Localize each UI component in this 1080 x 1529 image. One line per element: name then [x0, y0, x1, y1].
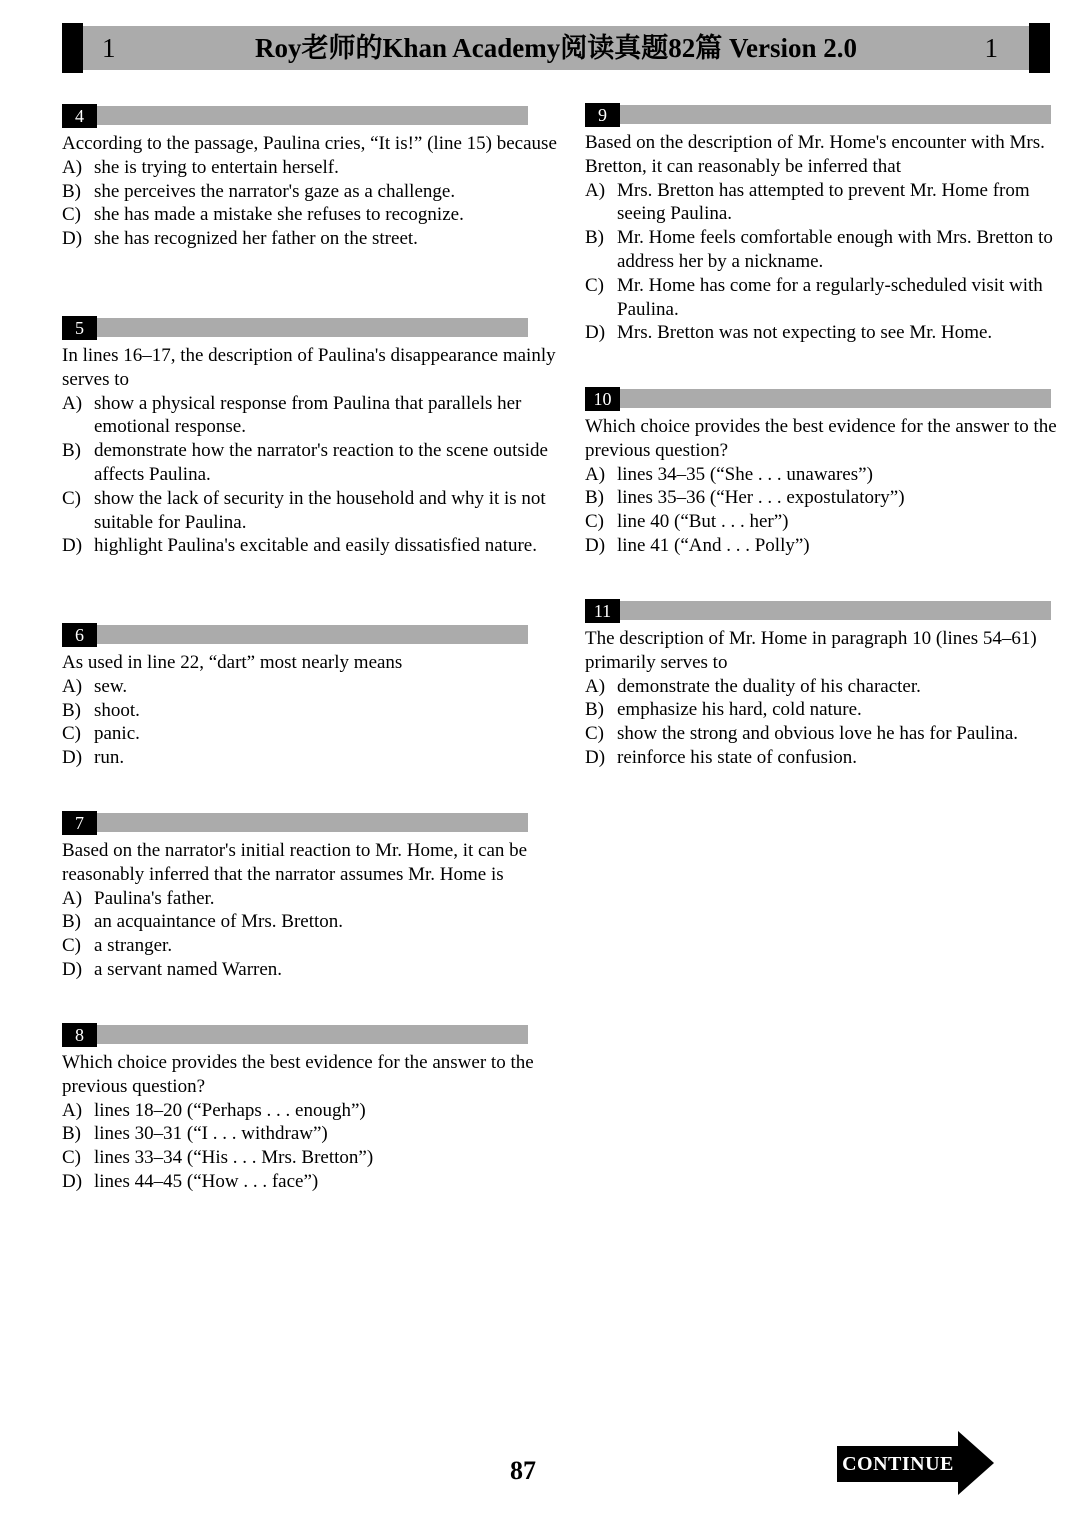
question-11: [585, 599, 1077, 770]
question-10-option-c: [585, 510, 1077, 534]
question-9-option-a: [585, 179, 1077, 227]
question-10-bar-track: [620, 389, 1051, 408]
option-text: a servant named Warren.: [94, 958, 283, 980]
page-header-bar: [62, 26, 1050, 70]
option-text: line 40 (“But . . . her”): [617, 511, 789, 533]
question-4-option-a: [62, 156, 558, 180]
option-letter: B): [585, 699, 604, 721]
question-5-number: 5: [62, 316, 97, 340]
question-8-option-c: [62, 1146, 558, 1170]
question-8-bar: [62, 1023, 528, 1047]
option-text: Mr. Home feels comfortable enough with Mrs. Bretton to address her by a nickname.: [617, 227, 1053, 272]
question-4: [62, 104, 558, 251]
option-text: shoot.: [94, 699, 140, 721]
option-text: lines 30–31 (“I . . . withdraw”): [94, 1123, 328, 1145]
question-5: [62, 316, 558, 558]
option-letter: B): [62, 180, 81, 202]
question-5-option-a: [62, 392, 558, 440]
question-4-bar: [62, 104, 528, 128]
option-letter: A): [585, 463, 606, 485]
option-letter: C): [62, 1147, 81, 1169]
question-10-option-d: [585, 534, 1077, 558]
question-11-option-d: [585, 746, 1077, 770]
option-letter: C): [62, 935, 81, 957]
question-4-bar-track: [97, 106, 528, 125]
question-9-number: 9: [585, 103, 620, 127]
question-6-option-c: [62, 722, 558, 746]
question-5-bar-track: [97, 318, 528, 337]
option-text: she has made a mistake she refuses to recognize.: [94, 204, 464, 226]
option-letter: D): [62, 958, 83, 980]
question-10-option-b: [585, 486, 1077, 510]
section-number-right: 1: [984, 33, 998, 63]
question-10-option-a: [585, 463, 1077, 487]
option-text: run.: [94, 747, 125, 769]
option-text: panic.: [94, 723, 140, 745]
option-text: an acquaintance of Mrs. Bretton.: [94, 911, 344, 933]
question-7-bar-track: [97, 813, 528, 832]
option-text: emphasize his hard, cold nature.: [617, 699, 862, 721]
question-8-option-b: [62, 1122, 558, 1146]
option-letter: D): [585, 534, 606, 556]
continue-arrow: [837, 1431, 995, 1495]
question-8-bar-track: [97, 1025, 528, 1044]
question-8-stem: Which choice provides the best evidence for the answer to the previous question?: [62, 1052, 534, 1097]
question-9-option-c: [585, 274, 1077, 322]
option-letter: A): [62, 156, 83, 178]
question-9-bar: [585, 103, 1051, 127]
question-10-bar: [585, 387, 1051, 411]
question-9-stem: Based on the description of Mr. Home's encounter with Mrs. Bretton, it can reasonably be inferred that: [585, 132, 1045, 177]
option-letter: D): [585, 322, 606, 344]
question-9-bar-track: [620, 105, 1051, 124]
question-5-option-d: [62, 534, 558, 558]
question-8-option-a: [62, 1099, 558, 1123]
option-text: she perceives the narrator's gaze as a challenge.: [94, 180, 456, 202]
option-text: demonstrate the duality of his character.: [617, 675, 921, 697]
question-5-option-c: [62, 487, 558, 535]
option-letter: C): [62, 487, 81, 509]
question-9-option-d: [585, 321, 1077, 345]
option-text: highlight Paulina's excitable and easily dissatisfied nature.: [94, 535, 537, 557]
option-text: line 41 (“And . . . Polly”): [617, 534, 810, 556]
question-8: [62, 1023, 558, 1194]
question-5-stem: In lines 16–17, the description of Paulina's disappearance mainly serves to: [62, 345, 556, 390]
question-7-option-b: [62, 910, 558, 934]
arrow-right-icon: [958, 1431, 994, 1495]
section-number-left: 1: [102, 33, 116, 63]
option-letter: B): [62, 699, 81, 721]
question-8-option-d: [62, 1170, 558, 1194]
option-text: lines 44–45 (“How . . . face”): [94, 1170, 319, 1192]
option-letter: A): [585, 179, 606, 201]
question-11-bar: [585, 599, 1051, 623]
question-7-option-a: [62, 887, 558, 911]
question-11-option-b: [585, 698, 1077, 722]
question-4-option-d: [62, 227, 558, 251]
question-7-option-d: [62, 958, 558, 982]
option-letter: C): [585, 274, 604, 296]
option-letter: D): [62, 535, 83, 557]
option-letter: A): [585, 675, 606, 697]
option-text: show a physical response from Paulina that parallels her emotional response.: [94, 392, 522, 438]
option-letter: C): [62, 723, 81, 745]
option-text: lines 35–36 (“Her . . . expostulatory”): [617, 487, 905, 509]
option-text: she is trying to entertain herself.: [94, 156, 339, 178]
question-4-option-c: [62, 203, 558, 227]
question-4-stem: According to the passage, Paulina cries, “It is!” (line 15) because: [62, 133, 557, 154]
question-10-number: 10: [585, 387, 620, 411]
option-text: lines 33–34 (“His . . . Mrs. Bretton”): [94, 1147, 374, 1169]
option-letter: B): [585, 487, 604, 509]
question-8-number: 8: [62, 1023, 97, 1047]
question-10: [585, 387, 1077, 558]
option-letter: B): [585, 227, 604, 249]
option-letter: A): [62, 1099, 83, 1121]
question-11-option-a: [585, 675, 1077, 699]
question-6-number: 6: [62, 623, 97, 647]
question-6-stem: As used in line 22, “dart” most nearly means: [62, 652, 403, 673]
option-text: reinforce his state of confusion.: [617, 746, 858, 768]
question-7: [62, 811, 558, 982]
option-text: a stranger.: [94, 935, 173, 957]
page-title: Roy老师的Khan Academy阅读真题82篇 Version 2.0: [254, 33, 858, 63]
question-11-number: 11: [585, 599, 620, 623]
option-letter: B): [62, 911, 81, 933]
option-letter: A): [62, 675, 83, 697]
option-letter: C): [585, 511, 604, 533]
option-text: lines 34–35 (“She . . . unawares”): [617, 463, 873, 485]
option-text: show the lack of security in the household and why it is not suitable for Paulina.: [94, 487, 546, 533]
question-7-stem: Based on the narrator's initial reaction to Mr. Home, it can be reasonably inferred that the narrator assumes Mr. Home is: [62, 840, 528, 885]
option-text: Mrs. Bretton was not expecting to see Mr. Home.: [617, 322, 993, 344]
option-text: Paulina's father.: [94, 887, 215, 909]
question-6-bar-track: [97, 625, 528, 644]
question-9-option-b: [585, 226, 1077, 274]
option-letter: D): [62, 228, 83, 250]
page-number: 87: [510, 1456, 536, 1485]
question-7-number: 7: [62, 811, 97, 835]
question-5-option-b: [62, 439, 558, 487]
option-letter: C): [585, 723, 604, 745]
option-text: lines 18–20 (“Perhaps . . . enough”): [94, 1099, 366, 1121]
option-letter: A): [62, 887, 83, 909]
question-4-number: 4: [62, 104, 97, 128]
question-11-bar-track: [620, 601, 1051, 620]
option-letter: D): [585, 746, 606, 768]
question-11-option-c: [585, 722, 1077, 746]
question-4-option-b: [62, 180, 558, 204]
question-9: [585, 103, 1077, 345]
option-letter: D): [62, 747, 83, 769]
continue-label: CONTINUE: [837, 1446, 959, 1482]
question-6-option-d: [62, 746, 558, 770]
option-text: Mr. Home has come for a regularly-scheduled visit with Paulina.: [617, 274, 1043, 320]
option-text: demonstrate how the narrator's reaction to the scene outside affects Paulina.: [94, 440, 548, 485]
question-10-stem: Which choice provides the best evidence for the answer to the previous question?: [585, 416, 1057, 461]
question-6: [62, 623, 558, 770]
question-6-bar: [62, 623, 528, 647]
option-letter: A): [62, 392, 83, 414]
question-6-option-b: [62, 699, 558, 723]
question-7-option-c: [62, 934, 558, 958]
option-text: Mrs. Bretton has attempted to prevent Mr. Home from seeing Paulina.: [617, 179, 1030, 225]
question-7-bar: [62, 811, 528, 835]
option-letter: D): [62, 1170, 83, 1192]
option-letter: C): [62, 204, 81, 226]
option-text: she has recognized her father on the street.: [94, 228, 418, 250]
option-letter: B): [62, 1123, 81, 1145]
option-letter: B): [62, 440, 81, 462]
question-11-stem: The description of Mr. Home in paragraph 10 (lines 54–61) primarily serves to: [585, 628, 1037, 673]
option-text: show the strong and obvious love he has for Paulina.: [617, 723, 1019, 745]
question-6-option-a: [62, 675, 558, 699]
option-text: sew.: [94, 675, 128, 697]
question-5-bar: [62, 316, 528, 340]
